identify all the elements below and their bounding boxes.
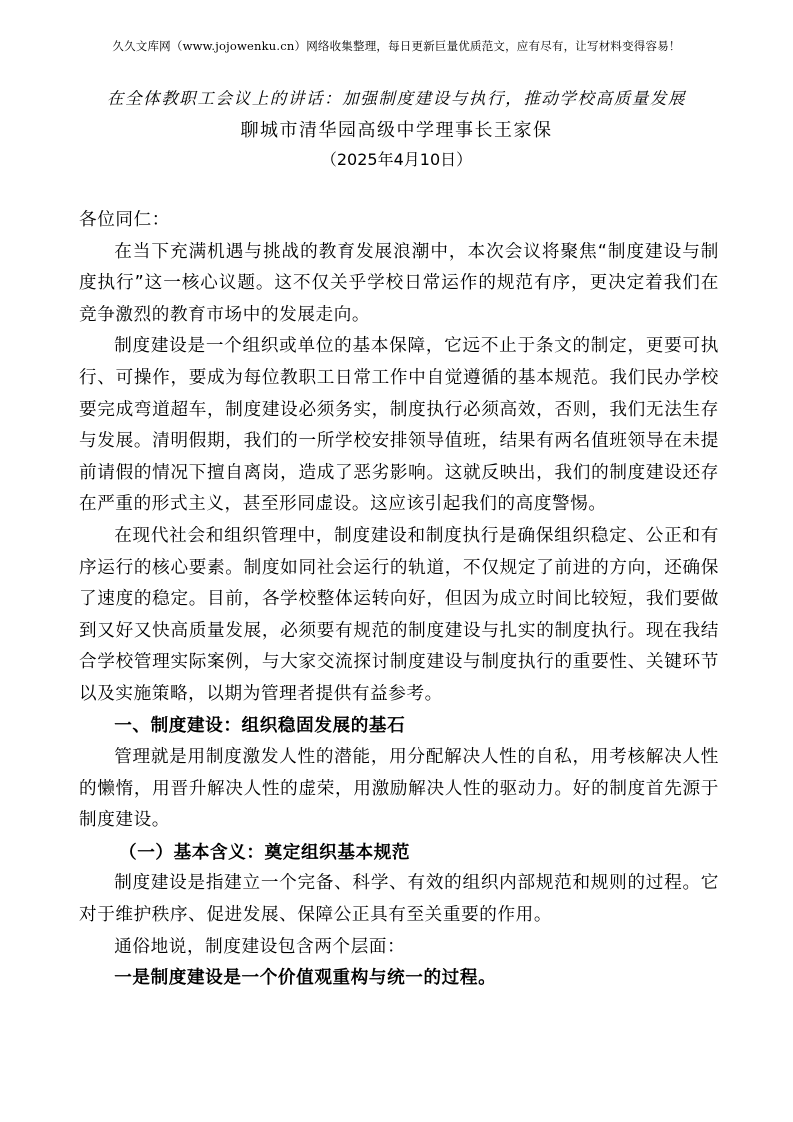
paragraph-2: 制度建设是一个组织或单位的基本保障，它远不止于条文的制定，更要可执行、可操作，要成为每位教职工日常工作中自觉遵循的基本规范。我们民办学校要完成弯道超车，制度建设必须务实，制度执行必须高效，否则，我们无法生存与发展。清明假期，我们的一所学校安排领导值班，结果有两名值班领导在未提前请假的情况下擅自离岗，造成了恶劣影响。这就反映出，我们的制度建设还存在严重的形式主义，甚至形同虚设。这应该引起我们的高度警惕。 [79,336,719,515]
paragraph-6: 通俗地说，制度建设包含两个层面： [114,936,406,957]
speaker-line: 聊城市清华园高级中学理事长王家保 [240,120,553,141]
subsection-heading-1: （一）基本含义：奠定组织基本规范 [119,841,411,863]
paragraph-4: 管理就是用制度激发人性的潜能，用分配解决人性的自私，用考核解决人性的懒惰，用晋升解决人性的虚荣，用激励解决人性的驱动力。好的制度首先源于制度建设。 [79,747,719,831]
header-note: 久久文库网（www.jojowenku.cn）网络收集整理，每日更新巨量优质范文，应有尽有，让写材料变得容易！ [112,39,681,53]
paragraph-7: 一是制度建设是一个价值观重构与统一的过程。 [114,968,497,989]
paragraph-3: 在现代社会和组织管理中，制度建设和制度执行是确保组织稳定、公正和有序运行的核心要素。制度如同社会运行的轨道，不仅规定了前进的方向，还确保了速度的稳定。目前，各学校整体运转向好，但因为成立时间比较短，我们要做到又好又快高质量发展，必须要有规范的制度建设与扎实的制度执行。现在我结合学校管理实际案例，与大家交流探讨制度建设与制度执行的重要性、关键环节以及实施策略，以期为管理者提供有益参考。 [79,525,719,704]
speech-date: （2025年4月10日） [320,150,473,169]
salutation: 各位同仁： [79,210,170,230]
speech-title: 在全体教职工会议上的讲话：加强制度建设与执行，推动学校高质量发展 [106,89,687,108]
document-body [79,205,719,995]
section-heading-1: 一、制度建设：组织稳固发展的基石 [114,715,406,736]
paragraph-1: 在当下充满机遇与挑战的教育发展浪潮中，本次会议将聚焦“制度建设与制度执行”这一核心议题。这不仅关乎学校日常运作的规范有序，更决定着我们在竞争激烈的教育市场中的发展走向。 [79,241,719,325]
paragraph-5: 制度建设是指建立一个完备、科学、有效的组织内部规范和规则的过程。它对于维护秩序、促进发展、保障公正具有至关重要的作用。 [79,873,719,926]
